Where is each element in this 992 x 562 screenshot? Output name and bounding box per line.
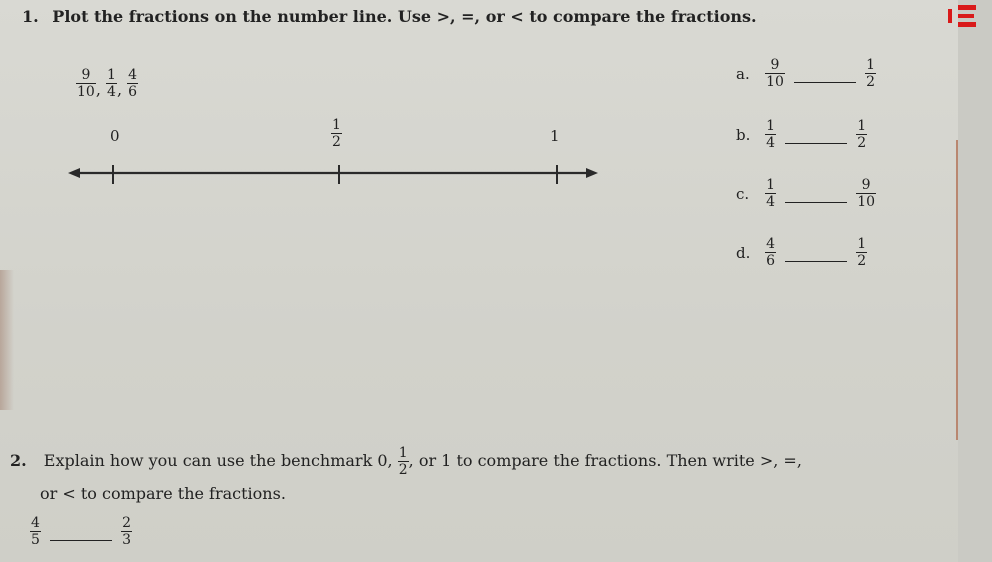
comparison-c: c. $\frac{1}{4}$ $\frac{9}{10}$	[736, 177, 876, 210]
answer-blank-d[interactable]	[785, 261, 847, 262]
comparison-d: d. $\frac{4}{6}$ $\frac{1}{2}$	[736, 236, 867, 269]
answer-blank-a[interactable]	[794, 82, 856, 83]
shadow	[0, 270, 14, 410]
fraction-1-4: $\frac{1}{4}$	[107, 67, 116, 100]
number-line	[66, 160, 602, 190]
comparison-b: b. $\frac{1}{4}$ $\frac{1}{2}$	[736, 118, 867, 151]
question-2-line-1	[10, 446, 802, 477]
corner-mark-icon	[948, 3, 976, 29]
comparison-a: a. $\frac{9}{10}$ $\frac{1}{2}$	[736, 57, 876, 90]
fraction-4-6: $\frac{4}{6}$	[128, 67, 138, 100]
answer-blank-c[interactable]	[785, 202, 847, 203]
number-line-left-arrow-icon	[68, 168, 80, 178]
question-2-comparison: $\frac{4}{5}$ $\frac{2}{3}$	[31, 515, 132, 548]
answer-blank-b[interactable]	[785, 143, 847, 144]
fraction-9-10: $\frac{9}{10}$	[77, 67, 95, 100]
question-1-heading	[22, 7, 757, 26]
number-line-right-arrow-icon	[586, 168, 598, 178]
number-line-label-1: 1	[550, 127, 560, 145]
number-line-label-half: $\frac{1}{2}$	[332, 117, 341, 150]
page-edge	[958, 0, 992, 562]
number-line-label-0: 0	[110, 127, 120, 145]
question-1-prompt: Plot the fractions on the number line. Use >, =, or < to compare the fractions.	[52, 7, 757, 26]
margin-line	[956, 140, 958, 440]
question-2-line-2: or < to compare the fractions.	[40, 484, 286, 503]
answer-blank-q2[interactable]	[50, 540, 112, 541]
fraction-list: $\frac{9}{10}$ , $\frac{1}{4}$ , $\frac{4}{6}$	[77, 67, 138, 100]
question-2-number: 2.	[10, 451, 27, 470]
question-2-prompt-part1: Explain how you can use the benchmark 0,	[43, 451, 393, 470]
question-1-number: 1.	[22, 7, 39, 26]
benchmark-half: $\frac{1}{2}$	[398, 445, 408, 478]
question-2-prompt-part2: , or 1 to compare the fractions. Then write >, =,	[408, 451, 802, 470]
